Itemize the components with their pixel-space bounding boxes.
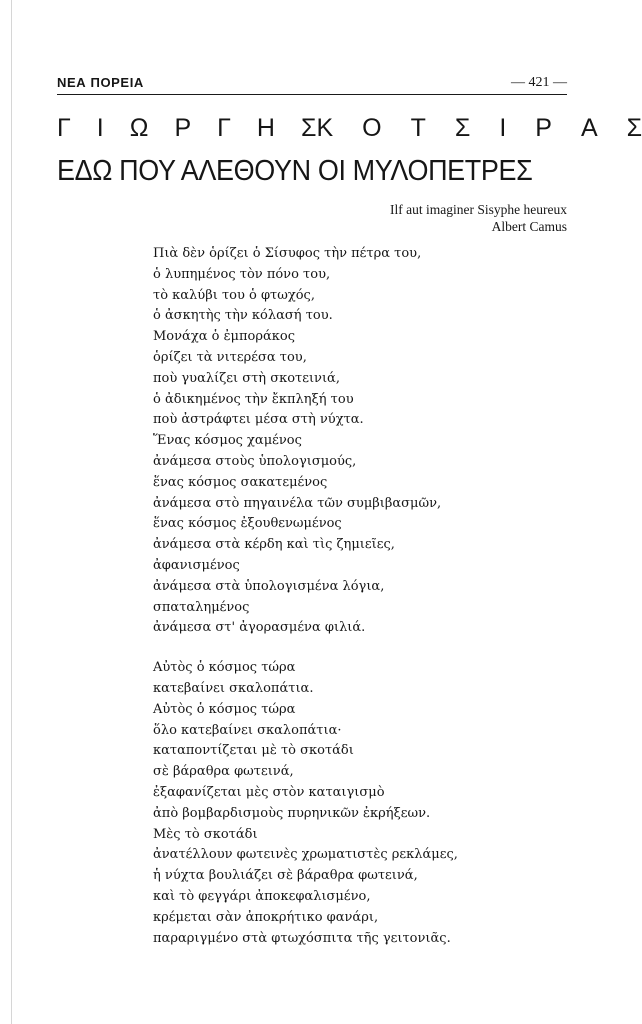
page-edge xyxy=(11,0,12,1024)
poem-line: Αὐτὸς ὁ κόσμος τώρα xyxy=(153,701,296,717)
poem-line: ποὺ ἀστράφτει μέσα στὴ νύχτα. xyxy=(153,412,364,428)
author-letter: Ι xyxy=(499,114,507,142)
epigraph-attribution: Albert Camus xyxy=(491,219,567,234)
poem-line: ἀνατέλλουν φωτεινὲς χρωματιστὲς ρεκλάμες, xyxy=(153,847,458,863)
stanza xyxy=(153,244,458,639)
poem-line: ἀπὸ βομβαρδισμοὺς πυρηνικῶν ἐκρήξεων. xyxy=(153,805,431,821)
author-last-name xyxy=(316,114,642,143)
poem-line: ἕνας κόσμος ἐξουθενωμένος xyxy=(153,516,342,532)
poem-line: Ἕνας κόσμος χαμένος xyxy=(153,433,302,449)
epigraph-quote: Ilf aut imaginer Sisyphe heureux xyxy=(390,202,567,217)
poem-line: Πιὰ δὲν ὁρίζει ὁ Σίσυφος τὴν πέτρα του, xyxy=(153,246,422,261)
author-letter: Ρ xyxy=(535,114,552,142)
poem-line: τὸ καλύβι του ὁ φτωχός, xyxy=(153,287,315,303)
poem-line: ὁρίζει τὰ νιτερέσα του, xyxy=(153,349,307,365)
poem-line: καὶ τὸ φεγγάρι ἀποκεφαλισμένο, xyxy=(153,888,371,904)
author-letter: Γ xyxy=(57,114,71,142)
author-letter: Α xyxy=(580,114,598,142)
poem-line: ἀνάμεσα στὸ πηγαινέλα τῶν συμβιβασμῶν, xyxy=(153,495,442,511)
author-first-name xyxy=(57,114,316,143)
author-letter: Σ xyxy=(300,114,317,142)
poem-line: ὁ ἀσκητὴς τὴν κόλασή του. xyxy=(153,308,333,324)
poem-line: ὁ λυπημένος τὸν πόνο του, xyxy=(153,266,331,282)
author-letter: Ω xyxy=(129,114,149,142)
poem-line: καταποντίζεται μὲ τὸ σκοτάδι xyxy=(153,743,354,759)
author-letter: Σ xyxy=(454,114,471,142)
poem-line: ἀνάμεσα στοὺς ὑπολογισμούς, xyxy=(153,453,357,469)
poem-line: ἡ νύχτα βουλιάζει σὲ βάραθρα φωτεινά, xyxy=(153,868,418,884)
poem-line: παραριγμένο στὰ φτωχόσπιτα τῆς γειτονιᾶς. xyxy=(153,930,451,946)
author-letter: Ο xyxy=(362,114,382,142)
stanza-break xyxy=(153,639,458,658)
poem-line: κρέμεται σὰν ἀποκρήτικο φανάρι, xyxy=(153,909,379,925)
poem-line: ἕνας κόσμος σακατεμένος xyxy=(153,474,328,490)
poem-line: ποὺ γυαλίζει στὴ σκοτεινιά, xyxy=(153,370,340,386)
poem-title: ΕΔΩ ΠΟΥ ΑΛΕΘΟΥΝ ΟΙ ΜΥΛΟΠΕΤΡΕΣ xyxy=(57,155,533,187)
stanza xyxy=(153,658,458,949)
journal-name: ΝΕΑ ΠΟΡΕΙΑ xyxy=(57,75,144,90)
poem-line: Μὲς τὸ σκοτάδι xyxy=(153,826,258,842)
author-name xyxy=(57,114,642,143)
poem-body xyxy=(153,244,458,949)
author-letter: Ρ xyxy=(174,114,192,142)
poem-line: ὁ ἀδικημένος τὴν ἔκπληξή του xyxy=(153,391,354,407)
author-letter: Κ xyxy=(316,114,334,142)
poem-line: ἀνάμεσα στ' ἀγορασμένα φιλιά. xyxy=(153,620,366,636)
poem-line: κατεβαίνει σκαλοπάτια. xyxy=(153,680,314,696)
poem-line: σπαταλημένος xyxy=(153,599,250,615)
poem-line: ἐξαφανίζεται μὲς στὸν καταιγισμὸ xyxy=(153,784,385,800)
header-rule xyxy=(57,94,567,95)
author-letter: Ι xyxy=(96,114,104,142)
poem-line: ὅλο κατεβαίνει σκαλοπάτια· xyxy=(153,722,342,738)
page-number: — 421 — xyxy=(511,75,567,90)
poem-line: σὲ βάραθρα φωτεινά, xyxy=(153,764,294,780)
poem-line: Αὐτὸς ὁ κόσμος τώρα xyxy=(153,660,296,676)
poem-line: ἀφανισμένος xyxy=(153,557,240,573)
poem-line: ἀνάμεσα στὰ ὑπολογισμένα λόγια, xyxy=(153,578,385,594)
author-letter: Γ xyxy=(217,114,231,142)
poem-line: ἀνάμεσα στὰ κέρδη καὶ τὶς ζημιεῖες, xyxy=(153,537,395,553)
epigraph xyxy=(390,201,567,235)
author-letter: Τ xyxy=(410,114,426,142)
author-letter: Σ xyxy=(626,114,642,142)
poem-line: Μονάχα ὁ ἐμποράκος xyxy=(153,329,296,345)
author-letter: Η xyxy=(256,114,275,142)
